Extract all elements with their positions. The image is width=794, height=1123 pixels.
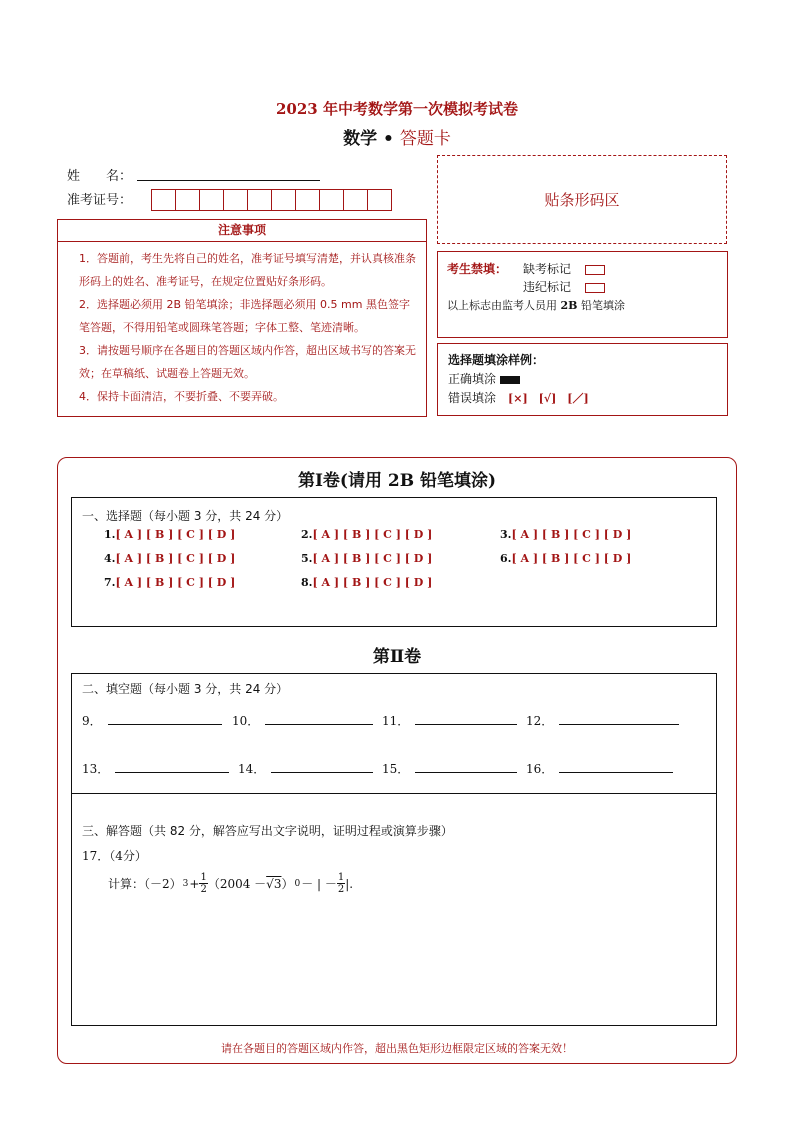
mc-question[interactable] [104,576,235,589]
fill-answer-line[interactable] [108,712,222,725]
q17-exponent-0: 0 [294,878,301,889]
exam-id-digit-box[interactable] [295,189,320,211]
exam-id-digit-box[interactable] [175,189,200,211]
mc-question[interactable] [301,528,432,541]
fill-sample-title: 选择题填涂样例： [448,353,545,367]
exam-id-digit-box[interactable] [367,189,392,211]
exam-id-digit-box[interactable] [319,189,344,211]
fill-item [82,760,229,777]
fill-item [82,712,222,729]
notice-item: 1．答题前，考生先将自己的姓名，准考证号填写清楚，并认真核准条形码上的姓名、准考证号，在规定位置贴好条形码。 [79,252,416,288]
part1-title: 第Ⅰ卷(请用 2B 铅笔填涂) [297,471,497,491]
fraction-numerator: 1 [200,872,207,883]
barcode-area [437,155,727,244]
fill-number: 10． [232,714,260,728]
fraction-denominator: 2 [337,884,345,895]
proctor-note [447,297,625,313]
part2-title: 第Ⅱ卷 [372,647,422,667]
notice-title: 注意事项 [57,219,427,242]
exam-id-label: 准考证号： [67,193,133,208]
fraction-numerator: 1 [337,872,345,883]
exam-title [0,98,794,119]
notice-body [57,241,427,417]
q17-expression [108,872,353,895]
q17-prefix: 计算：（－2） [108,877,182,891]
fill-answer-line[interactable] [271,760,373,773]
mc-question[interactable] [301,576,432,589]
fill-answer-line[interactable] [415,760,517,773]
proctor-note-suffix: 铅笔填涂 [577,299,625,312]
fill-sample-box [437,343,728,416]
mc-options[interactable]: [ A ] [ B ] [ C ] [ D ] [511,552,632,565]
solve-section[interactable] [71,793,717,1026]
mc-options[interactable]: [ A ] [ B ] [ C ] [ D ] [312,528,433,541]
notice-item: 3．请按题号顺序在各题目的答题区域内作答，超出区域书写的答案无效；在草稿纸、试题卷上答题无效。 [79,344,416,380]
fill-item [232,712,373,729]
mc-options[interactable]: [ A ] [ B ] [ C ] [ D ] [115,576,236,589]
name-label: 姓 名： [67,169,133,184]
name-field[interactable] [137,180,320,181]
fill-answer-line[interactable] [265,712,373,725]
violation-mark-box[interactable] [585,283,605,293]
proctor-note-pencil: 2B [560,299,578,312]
mc-options[interactable]: [ A ] [ B ] [ C ] [ D ] [312,552,433,565]
fill-answer-line[interactable] [415,712,517,725]
fill-answer-line[interactable] [559,760,673,773]
exam-id-digit-box[interactable] [247,189,272,211]
absent-mark-label: 缺考标记 [523,262,572,276]
q17-half-fraction [199,872,207,895]
absent-mark-row [523,260,605,277]
footer-warning: 请在各题目的答题区域内作答，超出黑色矩形边框限定区域的答案无效！ [221,1042,573,1055]
fill-number: 16． [526,762,554,776]
mc-question-number: 2. [301,528,313,541]
fill-answer-line[interactable] [559,712,679,725]
mc-question-number: 3. [500,528,512,541]
fill-number: 9． [82,714,102,728]
wrong-fill-marks: [×] [√] [／] [508,392,589,405]
mc-question-number: 4. [104,552,116,565]
answer-card-label: 答题卡 [399,129,451,149]
multiple-choice-section [71,497,717,627]
correct-fill-row [448,370,717,389]
violation-mark-row [523,278,605,295]
fill-item [382,760,517,777]
exam-year: 2023 [276,100,318,118]
q17-paren: （2004 － [207,877,267,891]
correct-fill-label: 正确填涂 [448,372,497,386]
fill-item [238,760,373,777]
exam-title-text: 年中考数学第一次模拟考试卷 [317,100,518,118]
mc-question-number: 8. [301,576,313,589]
q17-abs-fraction [337,872,345,895]
mc-question[interactable] [500,552,631,565]
fill-number: 12． [526,714,554,728]
mc-question[interactable] [104,552,235,565]
fill-number: 13． [82,762,110,776]
mc-section-title: 一、选择题（每小题 3 分，共 24 分） [82,509,289,523]
fill-item [526,712,679,729]
mc-question-number: 6. [500,552,512,565]
exam-id-digit-box[interactable] [199,189,224,211]
q17-plus: + [189,876,200,891]
mc-question[interactable] [301,552,432,565]
fill-number: 15． [382,762,410,776]
mc-question[interactable] [500,528,631,541]
violation-mark-label: 违纪标记 [523,280,572,294]
fill-answer-line[interactable] [115,760,229,773]
absent-mark-box[interactable] [585,265,605,275]
wrong-fill-row [448,389,717,408]
fill-number: 11． [382,714,410,728]
title-dot: • [377,129,400,149]
mc-options[interactable]: [ A ] [ B ] [ C ] [ D ] [115,528,236,541]
proctor-only-box [437,251,728,338]
wrong-fill-label: 错误填涂 [448,391,497,405]
proctor-only-label: 考生禁填： [447,262,508,276]
notice-item: 2．选择题必须用 2B 铅笔填涂；非选择题必须用 0.5 mm 黑色签字笔答题，不得用铅笔或圆珠笔答题；字体工整、笔迹清晰。 [79,298,410,334]
fill-item [526,760,673,777]
fraction-denominator: 2 [200,884,207,895]
barcode-label: 贴条形码区 [544,191,620,209]
mc-question-number: 7. [104,576,116,589]
solve-section-title: 三、解答题（共 82 分，解答应写出文字说明，证明过程或演算步骤） [82,824,453,838]
exam-id-digit-box[interactable] [223,189,248,211]
filled-bubble-icon [500,376,520,384]
mc-options[interactable]: [ A ] [ B ] [ C ] [ D ] [312,576,433,589]
mc-options[interactable]: [ A ] [ B ] [ C ] [ D ] [115,552,236,565]
exam-id-digit-box[interactable] [271,189,296,211]
subject-label: 数学 [343,129,378,149]
fill-blank-section [71,673,717,794]
exam-id-digit-box[interactable] [151,189,176,211]
fill-number: 14． [238,762,266,776]
q17-end: |. [345,876,354,891]
exam-id-boxes [151,189,391,211]
q17-close: ） [281,877,294,891]
fill-item [382,712,517,729]
q17-minus-abs: － | － [301,877,337,891]
proctor-note-text: 以上标志由监考人员用 [447,299,561,312]
mc-question-number: 5. [301,552,313,565]
notice-item: 4．保持卡面清洁，不要折叠、不要弄破。 [79,390,284,403]
q17-exponent-3: 3 [182,878,189,889]
card-title [0,124,794,149]
mc-question[interactable] [104,528,235,541]
fill-section-title: 二、填空题（每小题 3 分，共 24 分） [82,682,289,696]
mc-options[interactable]: [ A ] [ B ] [ C ] [ D ] [511,528,632,541]
exam-id-digit-box[interactable] [343,189,368,211]
q17-sqrt3: √3 [266,876,282,891]
mc-question-number: 1. [104,528,116,541]
q17-label: 17．（4分） [82,849,147,863]
